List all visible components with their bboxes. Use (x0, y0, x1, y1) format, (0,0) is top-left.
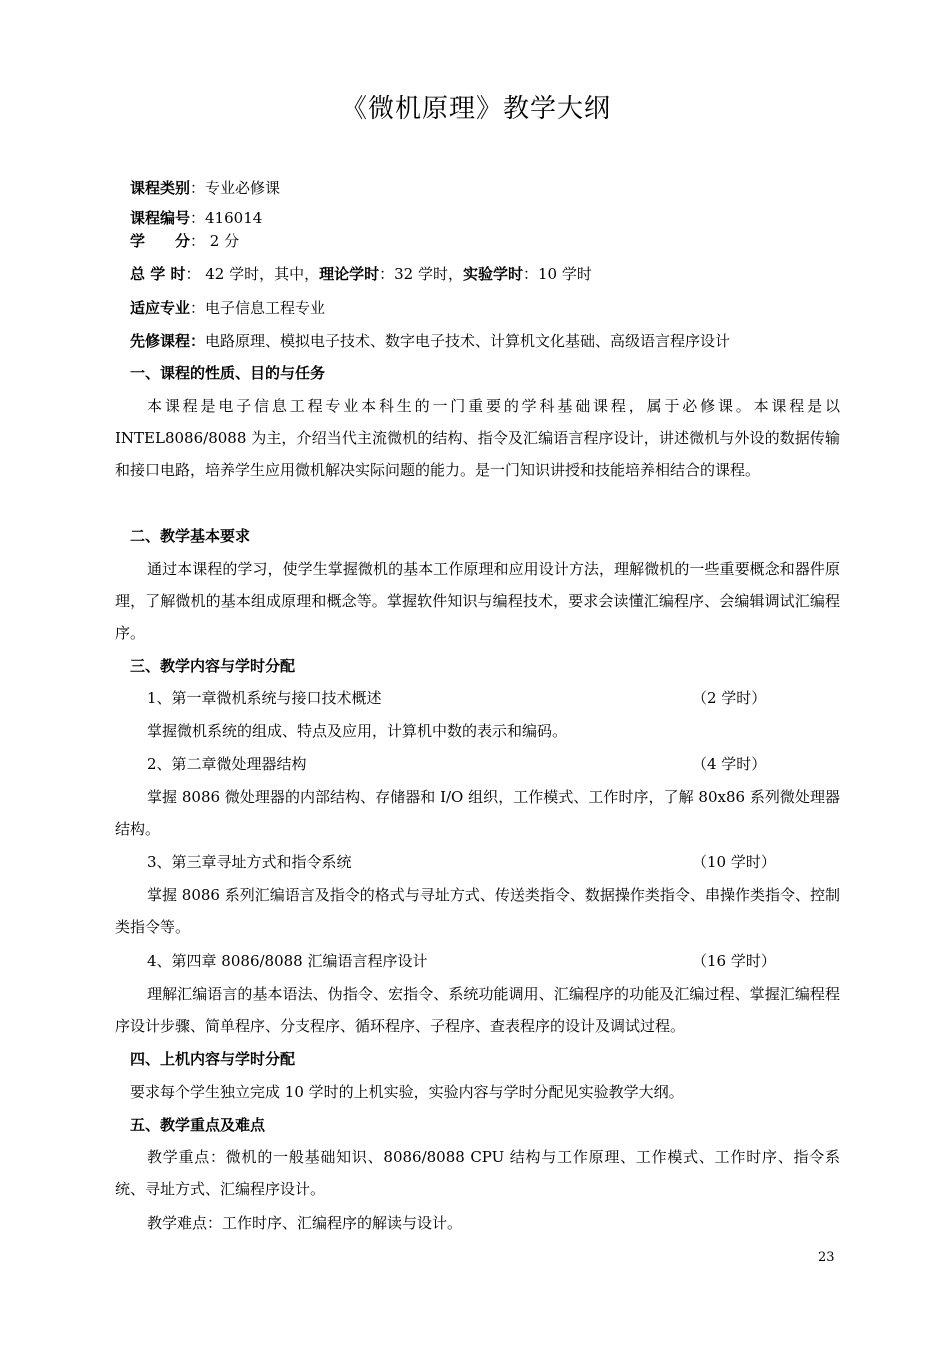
chapter-3-text: 掌握 8086 系列汇编语言及指令的格式与寻址方式、传送类指令、数据操作类指令、串操作类指令、控制类指令等。 (115, 886, 840, 936)
section-4-heading: 四、上机内容与学时分配 (130, 1050, 296, 1068)
section-1-text: 本课程是电子信息工程专业本科生的一门重要的学科基础课程，属于必修课。本课程是以INTEL8086/8088 为主，介绍当代主流微机的结构、指令及汇编语言程序设计，讲述微机与外设的数据传输和接口电路，培养学生应用微机解决实际问题的能力。是一门知识讲授和技能培养相结合的课程。 (115, 397, 840, 479)
page-title: 《微机原理》教学大纲 (340, 94, 611, 124)
hours-label: 总 学 时 (130, 265, 186, 283)
chapter-1-text: 掌握微机系统的组成、特点及应用，计算机中数的表示和编码。 (147, 722, 568, 740)
lab-label: 实验学时 (462, 265, 523, 283)
credit-value: ： 2 分 (190, 232, 240, 250)
theory-value: ：32 学时， (379, 265, 463, 283)
chapter-2-row (147, 748, 767, 780)
lab-value: ：10 学时 (522, 265, 592, 283)
chapter-3-title: 3、第三章寻址方式和指令系统 (147, 853, 352, 871)
meta-hours (130, 258, 855, 290)
hours-value: ： 42 学时，其中， (185, 265, 320, 283)
meta-prereq (130, 325, 855, 357)
chapter-1-row (147, 682, 767, 714)
prereq-value: 电路原理、模拟电子技术、数字电子技术、计算机文化基础、高级语言程序设计 (205, 332, 731, 350)
code-label: 课程编号 (130, 209, 191, 227)
section-1-heading: 一、课程的性质、目的与任务 (130, 364, 326, 382)
chapter-3-row (147, 846, 776, 878)
meta-major (130, 292, 855, 324)
chapter-4-text: 理解汇编语言的基本语法、伪指令、宏指令、系统功能调用、汇编程序的功能及汇编过程、掌握汇编程程序设计步骤、简单程序、分支程序、循环程序、子程序、查表程序的设计及调试过程。 (115, 985, 840, 1035)
meta-category (130, 172, 855, 204)
section-2-heading: 二、教学基本要求 (130, 527, 251, 545)
section-5-difficulties: 教学难点：工作时序、汇编程序的解读与设计。 (147, 1214, 463, 1232)
chapter-1-hours: （2 学时） (692, 689, 767, 707)
chapter-4-hours: （16 学时） (692, 952, 776, 970)
category-label: 课程类别 (130, 179, 191, 197)
major-label: 适应专业 (130, 299, 191, 317)
chapter-3-hours: （10 学时） (692, 853, 776, 871)
chapter-2-text: 掌握 8086 微处理器的内部结构、存储器和 I/O 组织，工作模式、工作时序，了解 80x86 系列微处理器结构。 (115, 788, 840, 838)
section-4-text: 要求每个学生独立完成 10 学时的上机实验，实验内容与学时分配见实验教学大纲。 (130, 1083, 684, 1101)
page-number: 23 (818, 1250, 835, 1265)
section-2-text: 通过本课程的学习，使学生掌握微机的基本工作原理和应用设计方法，理解微机的一些重要概念和器件原理，了解微机的基本组成原理和概念等。掌握软件知识与编程技术，要求会读懂汇编程序、会编辑调试汇编程序。 (115, 560, 840, 642)
prereq-label: 先修课程： (130, 332, 206, 350)
chapter-4-title: 4、第四章 8086/8088 汇编语言程序设计 (147, 952, 428, 970)
section-3-heading: 三、教学内容与学时分配 (130, 657, 296, 675)
credit-label: 学 分 (130, 232, 191, 250)
category-value: ：专业必修课 (190, 179, 281, 197)
chapter-2-hours: （4 学时） (692, 755, 767, 773)
chapter-4-row (147, 945, 776, 977)
chapter-2-title: 2、第二章微处理器结构 (147, 755, 307, 773)
theory-label: 理论学时 (319, 265, 380, 283)
section-5-heading: 五、教学重点及难点 (130, 1116, 266, 1134)
major-value: ：电子信息工程专业 (190, 299, 326, 317)
chapter-1-title: 1、第一章微机系统与接口技术概述 (147, 689, 382, 707)
section-5-key-points: 教学重点：微机的一般基础知识、8086/8088 CPU 结构与工作原理、工作模式、工作时序、指令系统、寻址方式、汇编程序设计。 (115, 1148, 840, 1198)
code-value: ：416014 (190, 209, 263, 227)
meta-credit (130, 228, 855, 254)
